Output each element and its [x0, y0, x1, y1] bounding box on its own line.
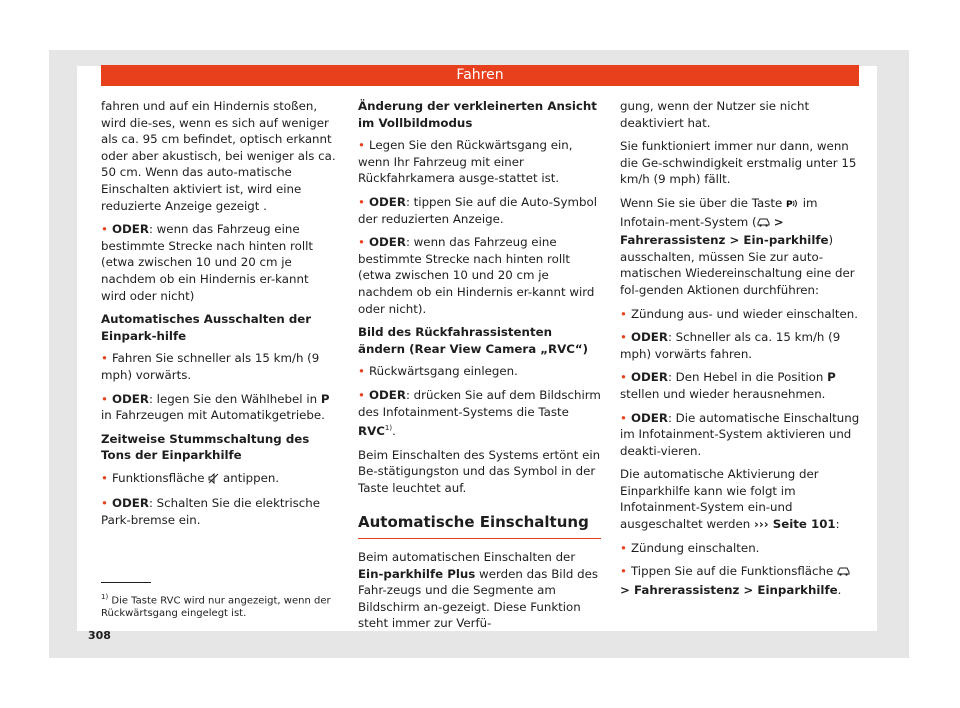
paragraph: fahren und auf ein Hindernis stoßen, wird die-ses, wenn es sich auf weniger als ca. 95 cm befindet, optisch erkannt oder aber akustisch, bei weniger als ca. 50 cm. Wenn das auto-matische Einschalten aktiviert ist, wird eine reduzierte Anzeige gezeigt .	[101, 99, 336, 213]
list-item: • ODER: Die automatische Einschaltung im Infotainment-System aktivieren und deakti-vieren.	[620, 410, 860, 458]
list-item: • Fahren Sie schneller als 15 km/h (9 mph) vorwärts.	[101, 351, 320, 382]
list-item: • ODER: Schalten Sie die elektrische Park-bremse ein.	[101, 496, 321, 528]
page-number: 308	[88, 629, 111, 642]
paragraph: Wenn Sie sie über die Taste P im Infotain-ment-System ( > Fahrerassistenz > Ein-parkhilfe) ausschalten, müssen Sie zur auto-matischen Wiedereinschaltung eine der fol-genden Aktionen durchführen:	[620, 195, 855, 297]
column-2	[358, 98, 601, 639]
paragraph: Beim Einschalten des Systems ertönt ein Be-stätigungston und das Symbol in der Taste leuchtet auf.	[358, 447, 601, 495]
list-item: • Tippen Sie auf die Funktionsfläche > Fahrerassistenz > Einparkhilfe.	[620, 563, 860, 598]
subheading: Änderung der verkleinerten Ansicht im Vollbildmodus	[358, 99, 597, 130]
footnote: $^{1)}$ Die Taste RVC wird nur angezeigt, wenn der Rückwärtsgang eingelegt ist.	[101, 593, 331, 620]
chapter-header: Fahren	[101, 65, 859, 86]
list-item: • ODER: tippen Sie auf die Auto-Symbol der reduzierten Anzeige.	[358, 194, 597, 226]
car-icon	[837, 565, 850, 582]
list-item: • ODER: Schneller als ca. 15 km/h (9 mph) vorwärts fahren.	[620, 330, 841, 361]
subheading: Bild des Rückfahrassistenten ändern (Rear View Camera „RVC“)	[358, 325, 589, 356]
paragraph: gung, wenn der Nutzer sie nicht deaktiviert hat.	[620, 99, 810, 130]
parking-sensor-icon	[786, 197, 799, 214]
paragraph: Sie funktioniert immer nur dann, wenn die Ge-schwindigkeit erstmalig unter 15 km/h (9 mph) fällt.	[620, 139, 857, 187]
svg-text:P: P	[786, 199, 793, 209]
list-item: • ODER: wenn das Fahrzeug eine bestimmte Strecke nach hinten rollt (etwa zwischen 10 und 20 cm je nachdem ob ein Hindernis er-kannt wird oder nicht).	[358, 235, 595, 316]
list-item: • Legen Sie den Rückwärtsgang ein, wenn Ihr Fahrzeug mit einer Rückfahrkamera ausge-stattet ist.	[358, 138, 573, 186]
speaker-mute-icon	[208, 472, 219, 489]
section-heading: Automatische Einschaltung	[358, 514, 601, 539]
list-item: • Rückwärtsgang einlegen.	[358, 364, 518, 379]
list-item: • ODER: drücken Sie auf dem Bildschirm des Infotainment-Systems die Taste RVC$^{1)}$.	[358, 387, 601, 439]
list-item: • Zündung einschalten.	[620, 540, 760, 555]
paragraph: Beim automatischen Einschalten der Ein-parkhilfe Plus werden das Bild des Fahr-zeugs und die Segmente am Bildschirm an-gezeigt. Diese Funktion steht immer zur Verfü-	[358, 549, 598, 631]
car-icon	[757, 216, 770, 233]
list-item: • ODER: wenn das Fahrzeug eine bestimmte Strecke nach hinten rollt (etwa zwischen 10 und 20 cm je nachdem ob ein Hindernis er-kannt wird oder nicht)	[101, 222, 314, 303]
list-item: • ODER: Den Hebel in die Position P stellen und wieder herausnehmen.	[620, 370, 836, 401]
paragraph: Die automatische Aktivierung der Einparkhilfe kann wie folgt im Infotainment-System ein-und ausgeschaltet werden ››› Seite 101:	[620, 467, 840, 532]
subheading: Zeitweise Stummschaltung des Tons der Einparkhilfe	[101, 431, 310, 463]
list-item: • Zündung aus- und wieder einschalten.	[620, 306, 859, 321]
footnote-divider	[101, 582, 151, 583]
column-3	[620, 98, 860, 605]
subheading: Automatisches Ausschalten der Einpark-hilfe	[101, 312, 312, 343]
page-reference-link[interactable]: ››› Seite 101	[754, 517, 836, 532]
list-item: • Funktionsfläche antippen.	[101, 470, 337, 489]
list-item: • ODER: legen Sie den Wählhebel in P in Fahrzeugen mit Automatikgetriebe.	[101, 391, 330, 423]
column-1	[101, 98, 337, 536]
